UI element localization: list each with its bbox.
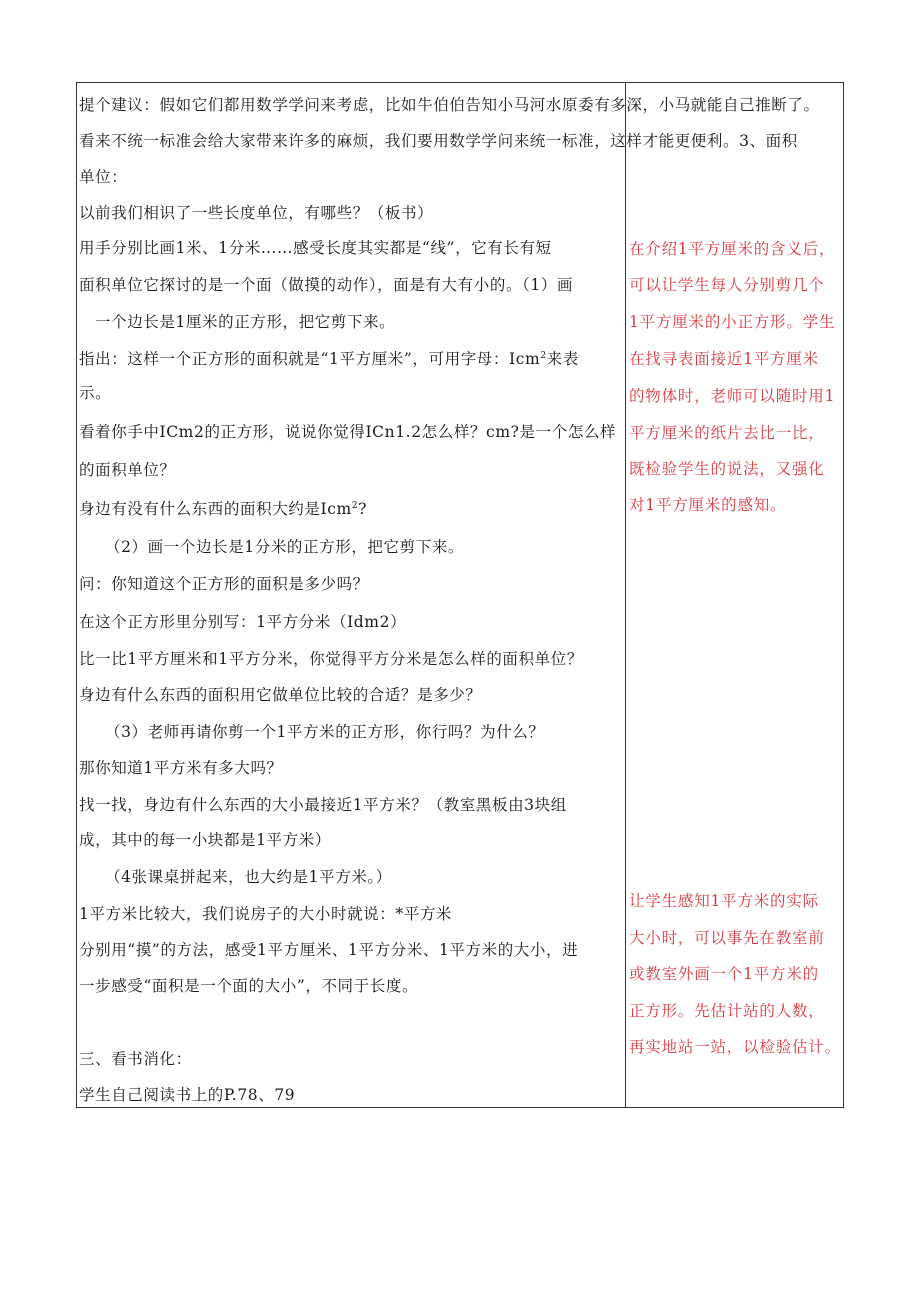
text-segment: 身边有没有什么东西的面积大约是Icm <box>79 500 352 518</box>
text-line: 的面积单位？ <box>79 461 176 479</box>
note-line: 或教室外画一个1平方米的 <box>629 965 819 983</box>
text-line: （4张课桌拼起来，也大约是1平方米。） <box>105 868 392 886</box>
text-line: 一步感受“面积是一个面的大小”，不同于长度。 <box>79 977 419 995</box>
text-line: 成，其中的每一小块都是1平方米） <box>79 831 331 849</box>
note-line: 的物体时，老师可以随时用1 <box>629 387 836 405</box>
text-line: 比一比1平方厘米和1平方分米，你觉得平方分米是怎么样的面积单位？ <box>79 650 583 668</box>
text-line <box>79 349 579 369</box>
text-line: （3）老师再请你剪一个1平方米的正方形，你行吗？为什么？ <box>105 723 545 741</box>
text-line: 用手分别比画1米、1分米……感受长度其实都是“线”，它有长有短 <box>79 239 552 257</box>
text-line <box>79 499 367 519</box>
notes-column <box>626 83 845 1107</box>
note-line: 让学生感知1平方米的实际 <box>629 892 819 910</box>
text-line: 身边有什么东西的面积用它做单位比较的合适？是多少？ <box>79 686 482 704</box>
text-line: 示。 <box>79 384 112 402</box>
text-line: 学生自己阅读书上的P.78、79 <box>79 1086 296 1104</box>
text-line: 在这个正方形里分别写：1平方分米（Idm2） <box>79 613 407 631</box>
text-line: 面积单位它探讨的是一个面（做摸的动作），面是有大有小的。（1）画 <box>79 276 574 294</box>
note-line: 大小时，可以事先在教室前 <box>629 929 825 947</box>
text-line: 看着你手中ICm2的正方形，说说你觉得ICn1.2怎么样？cm?是一个怎么样 <box>79 423 617 441</box>
text-line: 问：你知道这个正方形的面积是多少吗？ <box>79 575 369 593</box>
superscript: 2 <box>351 501 359 511</box>
text-line: 提个建议：假如它们都用数学学问来考虑，比如牛伯伯告知小马河水原委有多深，小马就能自己推断了。 <box>79 96 820 114</box>
text-line: 以前我们相识了一些长度单位，有哪些？（板书） <box>79 204 434 222</box>
section-heading: 三、看书消化： <box>79 1050 192 1068</box>
note-line: 1平方厘米的小正方形。学生 <box>629 313 836 331</box>
text-line: 找一找，身边有什么东西的大小最接近1平方米？（教室黑板由3块组 <box>79 796 567 814</box>
text-line: 那你知道1平方米有多大吗？ <box>79 759 283 777</box>
note-line: 在介绍1平方厘米的含义后， <box>629 240 836 258</box>
lesson-table <box>76 82 844 1108</box>
text-line: 分别用“摸”的方法，感受1平方厘米、1平方分米、1平方米的大小，进 <box>79 941 579 959</box>
text-line: 一个边长是1厘米的正方形，把它剪下来。 <box>95 313 396 331</box>
text-segment: ? <box>358 500 368 518</box>
superscript: 2 <box>540 351 547 361</box>
note-line: 对1平方厘米的感知。 <box>629 496 787 514</box>
note-line: 既检验学生的说法，又强化 <box>629 460 825 478</box>
text-line: 1平方米比较大，我们说房子的大小时就说：*平方米 <box>79 905 453 923</box>
note-line: 可以让学生每人分别剪几个 <box>629 276 825 294</box>
text-line: 单位： <box>79 168 128 186</box>
note-line: 平方厘米的纸片去比一比， <box>629 424 825 442</box>
text-line: （2）画一个边长是1分米的正方形，把它剪下来。 <box>105 538 465 556</box>
note-line: 再实地站一站，以检验估计。 <box>629 1038 841 1056</box>
text-segment: 来表 <box>546 350 579 368</box>
text-segment: 指出：这样一个正方形的面积就是“1平方厘米”，可用字母：Icm <box>79 350 541 368</box>
text-line: 看来不统一标准会给大家带来许多的麻烦，我们要用数学学问来统一标准，这样才能更便利。3、面积 <box>79 132 798 150</box>
note-line: 在找寻表面接近1平方厘米 <box>629 350 819 368</box>
note-line: 正方形。先估计站的人数， <box>629 1002 825 1020</box>
